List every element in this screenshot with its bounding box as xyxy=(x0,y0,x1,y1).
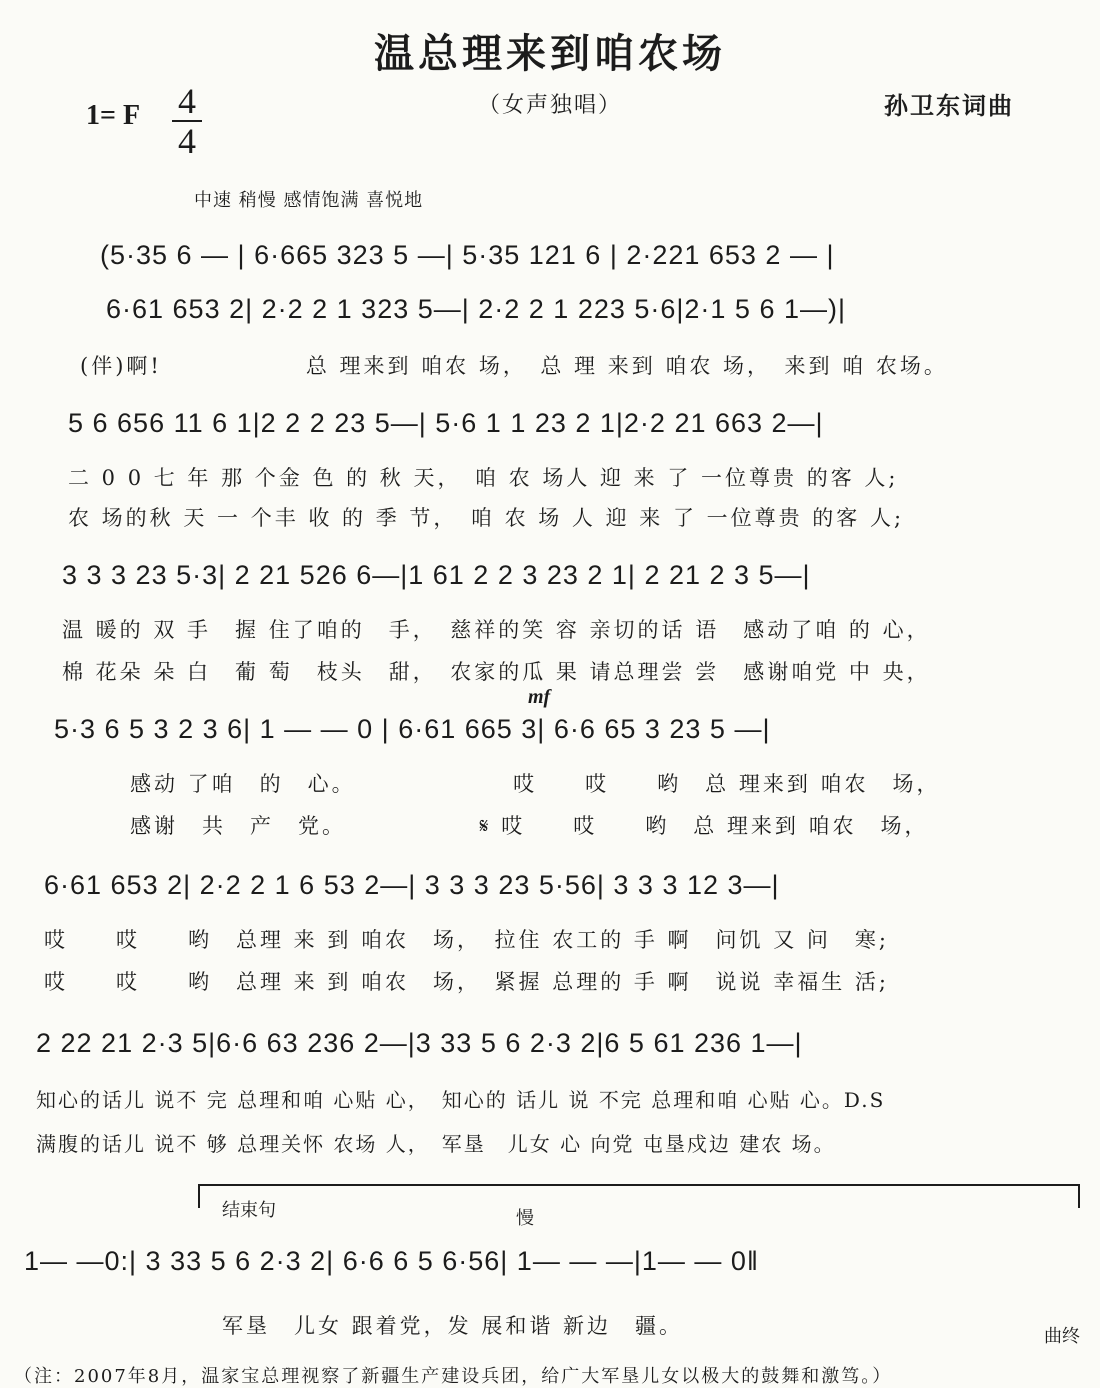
tempo-marking: 中速 稍慢 感情饱满 喜悦地 xyxy=(194,190,424,211)
song-subtitle: （女声独唱） xyxy=(477,93,622,118)
composer: 孙卫东词曲 xyxy=(884,91,1014,120)
lyric-line-4a: 温 暖的 双 手 握 住了咱的 手， 慈祥的笑 容 亲切的话 语 感动了咱 的 心， xyxy=(62,618,931,642)
lyric-line-5b: 感谢 共 产 党。 𝄋 哎 哎 哟 总 理来到 咱农 场， xyxy=(130,814,929,838)
notation-line-6: 6·61 653 2| 2·2 2 1 6 53 2—| 3 3 3 23 5·56| 3 3 3 12 3—| xyxy=(44,870,780,900)
lyric-line-7b: 满腹的话儿 说不 够 总理关怀 农场 人， 军垦 儿女 心 向党 屯垦戍边 建农 场。 xyxy=(36,1132,836,1156)
lyric-line-7a: 知心的话儿 说不 完 总理和咱 心贴 心， 知心的 话儿 说 不完 总理和咱 心贴 心。D.S xyxy=(36,1088,886,1112)
lyric-line-8a: 军垦 儿女 跟着党，发 展和谐 新边 疆。 xyxy=(222,1314,684,1338)
notation-line-5: 5·3 6 5 3 2 3 6| 1 — — 0 | 6·61 665 3| 6·6 65 3 23 5 —| xyxy=(54,714,771,744)
notation-line-3: 5 6 656 11 6 1|2 2 2 23 5—| 5·6 1 1 23 2 1|2·2 21 663 2—| xyxy=(68,408,824,438)
lyric-line-3a: 二 0 0 七 年 那 个金 色 的 秋 天， 咱 农 场人 迎 来 了 一位尊贵 的客 人; xyxy=(68,466,899,490)
key-signature: 1= F xyxy=(86,100,141,131)
notation-line-8: 1— —0:| 3 33 5 6 2·3 2| 6·6 6 5 6·56| 1— — —|1— — 0‖ xyxy=(24,1246,760,1276)
time-signature-bottom: 4 xyxy=(178,121,196,161)
notation-line-4: 3 3 3 23 5·3| 2 21 526 6—|1 61 2 2 3 23 2 1| 2 21 2 3 5—| xyxy=(62,560,811,590)
coda-bracket xyxy=(198,1184,1080,1208)
coda-label: 结束句 xyxy=(222,1200,276,1221)
lyric-line-2a: (伴)啊! 总 理来到 咱农 场， 总 理 来到 咱农 场， 来到 咱 农场。 xyxy=(80,354,948,378)
notation-line-1: (5·35 6 — | 6·665 323 5 —| 5·35 121 6 | 2·221 653 2 — | xyxy=(100,240,835,270)
slow-label: 慢 xyxy=(516,1208,534,1229)
lyric-line-6b: 哎 哎 哟 总理 来 到 咱农 场， 紧握 总理的 手 啊 说说 幸福生 活; xyxy=(44,970,889,994)
lyric-line-5a: 感动 了咱 的 心。 哎 哎 哟 总 理来到 咱农 场， xyxy=(130,772,941,796)
mf-dynamic: mf xyxy=(528,686,551,708)
lyric-line-6a: 哎 哎 哟 总理 来 到 咱农 场， 拉住 农工的 手 啊 问饥 又 问 寒; xyxy=(44,928,889,952)
lyric-line-4b: 棉 花朵 朵 白 葡 萄 枝头 甜， 农家的瓜 果 请总理尝 尝 感谢咱党 中 央， xyxy=(62,660,931,684)
end-label: 曲终 xyxy=(1044,1326,1080,1347)
lyric-line-3b: 农 场的秋 天 一 个丰 收 的 季 节， 咱 农 场 人 迎 来 了 一位尊贵 的客 人; xyxy=(68,506,905,530)
footnote: （注：2007年8月，温家宝总理视察了新疆生产建设兵团，给广大军垦儿女以极大的鼓舞和激笃。） xyxy=(14,1366,893,1387)
time-signature-top: 4 xyxy=(178,81,196,121)
notation-line-2: 6·61 653 2| 2·2 2 1 323 5—| 2·2 2 1 223 5·6|2·1 5 6 1—)| xyxy=(106,294,846,324)
song-title: 温总理来到咱农场 xyxy=(374,30,726,77)
notation-line-7: 2 22 21 2·3 5|6·6 63 236 2—|3 33 5 6 2·3 2|6 5 61 236 1—| xyxy=(36,1028,803,1058)
